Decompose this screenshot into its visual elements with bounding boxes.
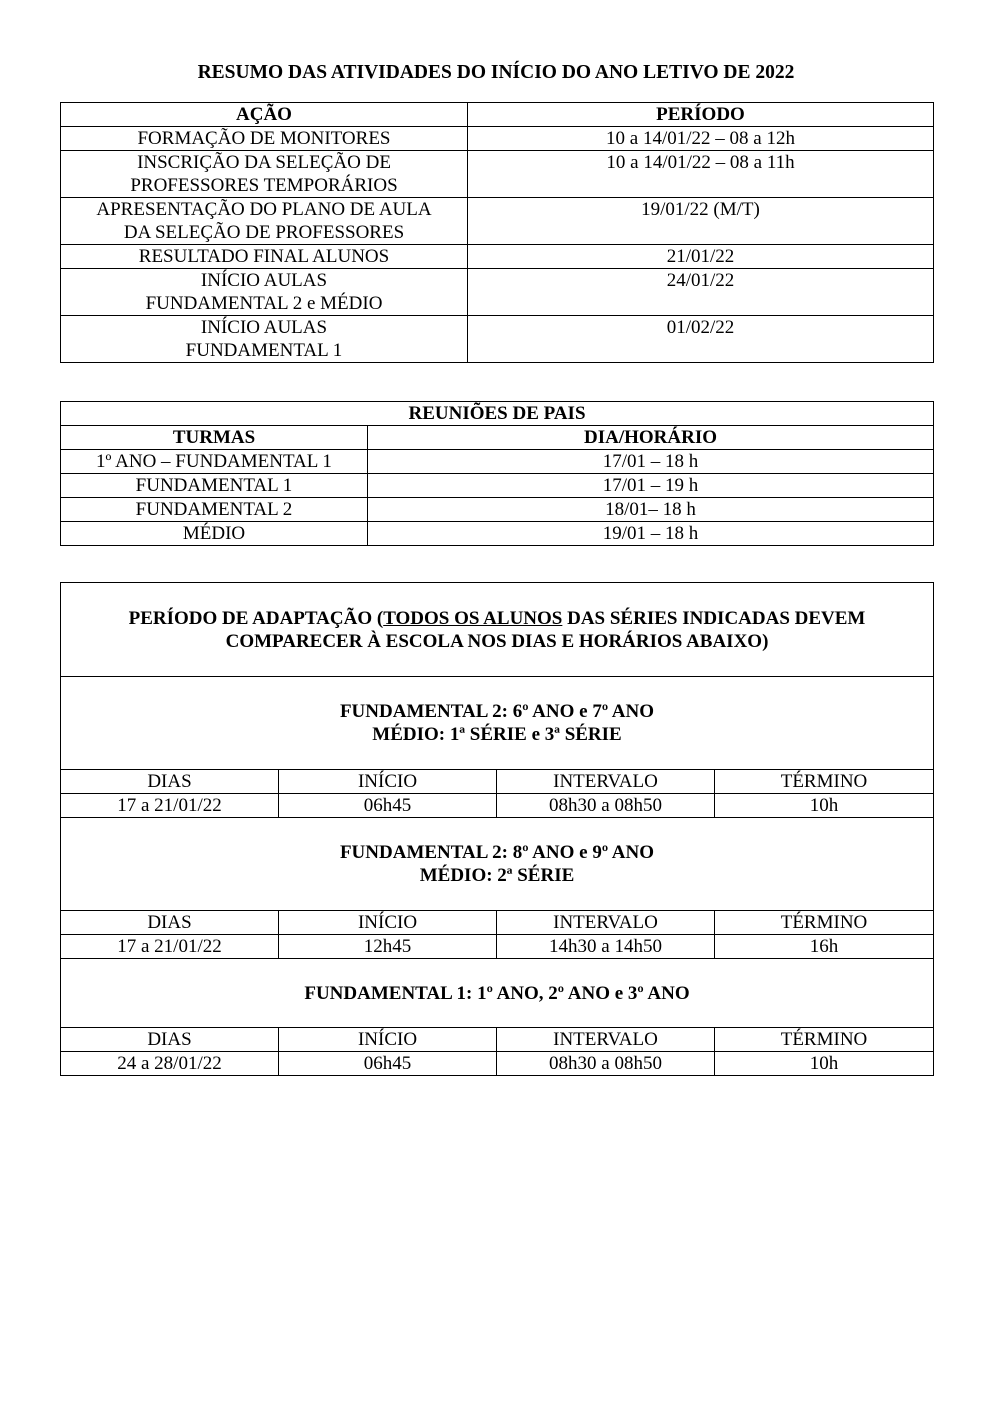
table-row xyxy=(61,498,934,522)
group-heading-row xyxy=(61,677,934,770)
dia-cell: 18/01– 18 h xyxy=(368,498,934,522)
column-header-inicio: INÍCIO xyxy=(279,1028,497,1052)
column-header-termino: TÉRMINO xyxy=(715,1028,934,1052)
table-header-row xyxy=(61,770,934,794)
periodo-cell: 01/02/22 xyxy=(468,316,934,363)
page-title: RESUMO DAS ATIVIDADES DO INÍCIO DO ANO LETIVO DE 2022 xyxy=(197,62,795,83)
dias-cell: 24 a 28/01/22 xyxy=(61,1052,279,1076)
turma-cell: MÉDIO xyxy=(61,522,368,546)
termino-cell: 10h xyxy=(715,794,934,818)
group-heading: FUNDAMENTAL 2: 6º ANO e 7º ANO MÉDIO: 1ª SÉRIE e 3ª SÉRIE xyxy=(61,677,934,770)
periodo-cell: 10 a 14/01/22 – 08 a 12h xyxy=(468,127,934,151)
table-title-row xyxy=(61,402,934,426)
acao-cell: APRESENTAÇÃO DO PLANO DE AULA DA SELEÇÃO DE PROFESSORES xyxy=(61,198,468,245)
group-heading: FUNDAMENTAL 1: 1º ANO, 2º ANO e 3º ANO xyxy=(61,959,934,1028)
dia-cell: 19/01 – 18 h xyxy=(368,522,934,546)
intervalo-cell: 08h30 a 08h50 xyxy=(497,1052,715,1076)
column-header-termino: TÉRMINO xyxy=(715,911,934,935)
column-header-periodo: PERÍODO xyxy=(468,103,934,127)
group-heading-row xyxy=(61,818,934,911)
acao-cell: FORMAÇÃO DE MONITORES xyxy=(61,127,468,151)
meetings-title: REUNIÕES DE PAIS xyxy=(61,402,934,426)
table-row xyxy=(61,474,934,498)
table-row xyxy=(61,935,934,959)
table-row xyxy=(61,1052,934,1076)
group-heading: FUNDAMENTAL 2: 8º ANO e 9º ANO MÉDIO: 2ª SÉRIE xyxy=(61,818,934,911)
group-heading-row xyxy=(61,959,934,1028)
column-header-acao: AÇÃO xyxy=(61,103,468,127)
intervalo-cell: 08h30 a 08h50 xyxy=(497,794,715,818)
turma-cell: FUNDAMENTAL 1 xyxy=(61,474,368,498)
dia-cell: 17/01 – 19 h xyxy=(368,474,934,498)
table-row xyxy=(61,198,934,245)
column-header-termino: TÉRMINO xyxy=(715,770,934,794)
dia-cell: 17/01 – 18 h xyxy=(368,450,934,474)
adaptation-table xyxy=(60,582,934,1076)
acao-cell: RESULTADO FINAL ALUNOS xyxy=(61,245,468,269)
adaptation-intro: PERÍODO DE ADAPTAÇÃO (TODOS OS ALUNOS DAS SÉRIES INDICADAS DEVEM COMPARECER À ESCOLA NOS DIAS E HORÁRIOS ABAIXO) xyxy=(61,583,934,677)
parent-meetings-table xyxy=(60,401,934,546)
inicio-cell: 06h45 xyxy=(279,794,497,818)
periodo-cell: 24/01/22 xyxy=(468,269,934,316)
table-row xyxy=(61,269,934,316)
termino-cell: 16h xyxy=(715,935,934,959)
dias-cell: 17 a 21/01/22 xyxy=(61,794,279,818)
column-header-inicio: INÍCIO xyxy=(279,770,497,794)
acao-cell: INSCRIÇÃO DA SELEÇÃO DE PROFESSORES TEMPORÁRIOS xyxy=(61,151,468,198)
periodo-cell: 19/01/22 (M/T) xyxy=(468,198,934,245)
intervalo-cell: 14h30 a 14h50 xyxy=(497,935,715,959)
activities-table xyxy=(60,102,934,363)
periodo-cell: 10 a 14/01/22 – 08 a 11h xyxy=(468,151,934,198)
table-row xyxy=(61,450,934,474)
acao-cell: INÍCIO AULAS FUNDAMENTAL 2 e MÉDIO xyxy=(61,269,468,316)
column-header-dias: DIAS xyxy=(61,770,279,794)
periodo-cell: 21/01/22 xyxy=(468,245,934,269)
column-header-intervalo: INTERVALO xyxy=(497,770,715,794)
table-row xyxy=(61,127,934,151)
table-row xyxy=(61,522,934,546)
table-row xyxy=(61,316,934,363)
underlined-text: TODOS OS ALUNOS xyxy=(383,607,563,629)
inicio-cell: 06h45 xyxy=(279,1052,497,1076)
table-header-row xyxy=(61,1028,934,1052)
table-title-row xyxy=(61,583,934,677)
column-header-inicio: INÍCIO xyxy=(279,911,497,935)
column-header-dia-horario: DIA/HORÁRIO xyxy=(368,426,934,450)
inicio-cell: 12h45 xyxy=(279,935,497,959)
acao-cell: INÍCIO AULAS FUNDAMENTAL 1 xyxy=(61,316,468,363)
dias-cell: 17 a 21/01/22 xyxy=(61,935,279,959)
table-row xyxy=(61,245,934,269)
turma-cell: FUNDAMENTAL 2 xyxy=(61,498,368,522)
column-header-intervalo: INTERVALO xyxy=(497,911,715,935)
column-header-dias: DIAS xyxy=(61,1028,279,1052)
table-header-row xyxy=(61,911,934,935)
table-header-row xyxy=(61,103,934,127)
table-row xyxy=(61,794,934,818)
termino-cell: 10h xyxy=(715,1052,934,1076)
column-header-turmas: TURMAS xyxy=(61,426,368,450)
turma-cell: 1º ANO – FUNDAMENTAL 1 xyxy=(61,450,368,474)
table-header-row xyxy=(61,426,934,450)
column-header-intervalo: INTERVALO xyxy=(497,1028,715,1052)
column-header-dias: DIAS xyxy=(61,911,279,935)
table-row xyxy=(61,151,934,198)
